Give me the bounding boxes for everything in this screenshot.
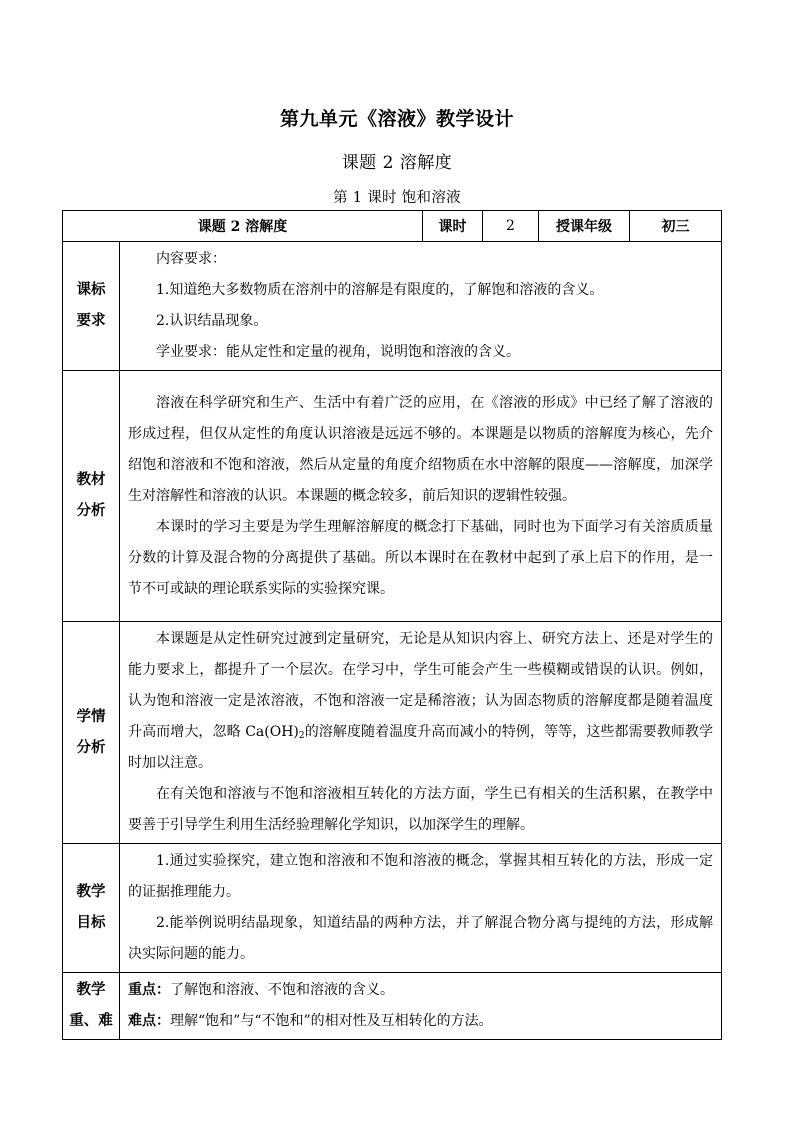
row-content — [120, 242, 722, 371]
grade-label-cell: 授课年级 — [539, 211, 630, 242]
paragraph: 2.能举例说明结晶现象，知道结晶的两种方法，并了解混合物分离与提纯的方法，形成解决实际问题的能力。 — [128, 915, 713, 962]
row-content — [120, 844, 722, 973]
topic-cell: 课题 2 溶解度 — [63, 211, 423, 242]
lesson-subtitle: 第 1 课时 饱和溶液 — [333, 190, 461, 206]
paragraph: 学业要求：能从定性和定量的视角，说明饱和溶液的含义。 — [156, 344, 520, 360]
table-row-key-difficult-points — [63, 973, 722, 1040]
document-subtitle: 课题 2 溶解度 — [341, 153, 453, 173]
paragraph: 1.知道绝大多数物质在溶剂中的溶解是有限度的，了解饱和溶液的含义。 — [156, 282, 604, 298]
table-row-teaching-goals — [63, 844, 722, 973]
table-header-row — [63, 211, 722, 242]
difficult-point: 难点：理解“饱和”与“不饱和”的相对性及互相转化的方法。 — [128, 1013, 493, 1029]
paragraph: 在有关饱和溶液与不饱和溶液相互转化的方法方面，学生已有相关的生活积累，在教学中要善于引导学生利用生活经验理解化学知识，以加深学生的理解。 — [128, 786, 713, 833]
lesson-plan-table — [62, 210, 722, 1040]
paragraph: 2.认识结晶现象。 — [156, 313, 268, 329]
paragraph: 内容要求： — [156, 251, 226, 267]
row-content — [120, 371, 722, 622]
paragraph: 本课时的学习主要是为学生理解溶解度的概念打下基础，同时也为下面学习有关溶质质量分数的计算及混合物的分离提供了基础。所以本课时在在教材中起到了承上启下的作用，是一节不可或缺的理论联系实际的实验探究课。 — [128, 518, 713, 597]
row-content — [120, 973, 722, 1040]
table-row-textbook-analysis — [63, 371, 722, 622]
paragraph: 本课题是从定性研究过渡到定量研究，无论是从知识内容上、研究方法上、还是对学生的能力要求上，都提升了一个层次。在学习中，学生可能会产生一些模糊或错误的认识。例如，认为饱和溶液一定是浓溶液，不饱和溶液一定是稀溶液；认为固态物质的溶解度都是随着温度升高而增大，忽略 $Ca(OH)_2$的溶解度随着温度升高而减小的特例，等等，这些都需要教师教学时加以注意。 — [128, 631, 714, 771]
paragraph: 1.通过实验探究，建立饱和溶液和不饱和溶液的概念，掌握其相互转化的方法，形成一定的证据推理能力。 — [128, 853, 713, 900]
document-title: 第九单元《溶液》教学设计 — [279, 108, 514, 130]
table-row-learner-analysis — [63, 622, 722, 844]
table-row-curriculum — [63, 242, 722, 371]
row-label: 教学 重、难 — [63, 973, 120, 1040]
paragraph: 溶液在科学研究和生产、生活中有着广泛的应用，在《溶液的形成》中已经了解了溶液的形成过程，但仅从定性的角度认识溶液是远远不够的。本课题是以物质的溶解度为核心，先介绍饱和溶液和不饱和溶液，然后从定量的角度介绍物质在水中溶解的限度——溶解度，加深学生对溶解性和溶液的认识。本课题的概念较多，前后知识的逻辑性较强。 — [128, 394, 713, 504]
period-value-cell: 2 — [483, 211, 539, 242]
period-label-cell: 课时 — [423, 211, 483, 242]
row-label: 课标 要求 — [63, 242, 120, 371]
row-label: 学情 分析 — [63, 622, 120, 844]
row-label: 教学 目标 — [63, 844, 120, 973]
key-point: 重点：了解饱和溶液、不饱和溶液的含义。 — [128, 982, 394, 998]
row-content — [120, 622, 722, 844]
grade-value-cell: 初三 — [630, 211, 722, 242]
row-label: 教材 分析 — [63, 371, 120, 622]
